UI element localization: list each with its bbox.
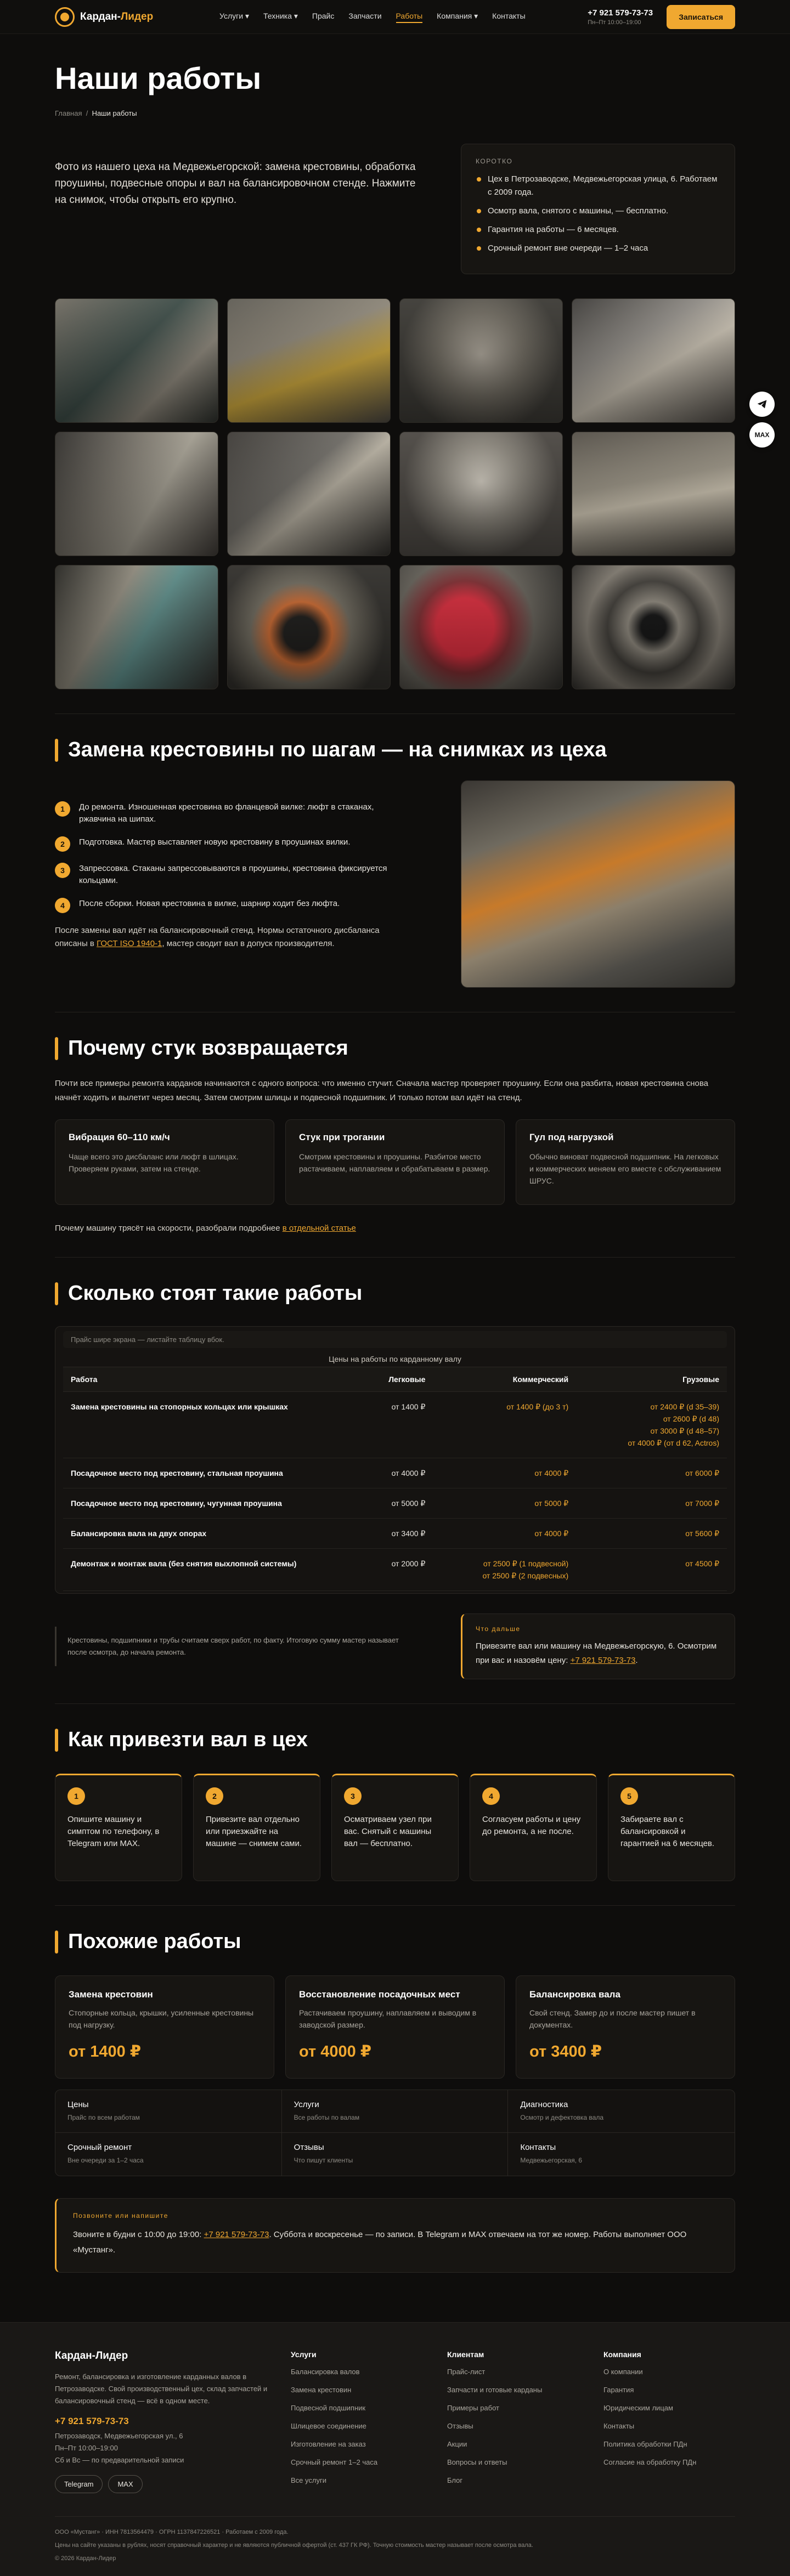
footer-link[interactable]: Шлицевое соединение (291, 2422, 366, 2430)
symptom-card: Гул под нагрузкой Обычно виноват подвесной подшипник. На легковых и коммерческих меняем его вместе с обслуживанием ШРУС. (516, 1119, 735, 1205)
nav-parts[interactable]: Запчасти (348, 11, 382, 20)
footer-link[interactable]: Вопросы и ответы (447, 2458, 507, 2466)
symptom-card: Вибрация 60–110 км/ч Чаще всего это дисбаланс или люфт в шлицах. Проверяем руками, затем на стенде. (55, 1119, 274, 1205)
col-header: Легковые (359, 1367, 433, 1392)
brief-item: Осмотр вала, снятого с машины, — бесплатно. (476, 205, 720, 218)
breadcrumb-home[interactable]: Главная (55, 109, 82, 117)
nav-company[interactable]: Компания ▾ (437, 11, 478, 20)
telegram-float-button[interactable] (749, 392, 775, 417)
logo-icon (55, 7, 75, 27)
footer-link[interactable]: Прайс-лист (447, 2368, 486, 2376)
footer-link[interactable]: Юридическим лицам (603, 2404, 673, 2412)
footer-link[interactable]: Контакты (603, 2422, 635, 2430)
section-accent (55, 1282, 58, 1305)
next-box: Что дальше Привезите вал или машину на Медвежьегорскую, 6. Осмотрим при вас и назовём цену: +7 921 579-73-73. (461, 1613, 735, 1679)
footer-phone[interactable]: +7 921 579-73-73 (55, 2416, 129, 2426)
bring-step-card: 2 Привезите вал отдельно или приезжайте на машине — снимем сами. (193, 1774, 320, 1881)
step-item: 4 После сборки. Новая крестовина в вилке, шарнир ходит без люфта. (55, 898, 395, 913)
section-accent (55, 1037, 58, 1060)
similar-price: от 1400 ₽ (69, 2043, 142, 2060)
bring-step-card: 5 Забираете вал с балансировкой и гарантией на 6 месяцев. (608, 1774, 735, 1881)
telegram-chip[interactable]: Telegram (55, 2475, 103, 2493)
quick-link[interactable]: Диагностика Осмотр и дефектовка вала (508, 2090, 735, 2133)
photo-gallery (55, 298, 735, 689)
brief-box (461, 144, 735, 274)
nav-prices[interactable]: Прайс (312, 11, 335, 20)
bring-step-card: 3 Осматриваем узел при вас. Снятый с машины вал — бесплатно. (331, 1774, 459, 1881)
footer-link[interactable]: Блог (447, 2476, 463, 2484)
workshop-photo[interactable] (461, 780, 735, 988)
quick-link[interactable]: Услуги Все работы по валам (282, 2090, 509, 2133)
logo[interactable] (55, 7, 219, 27)
article-link[interactable]: в отдельной статье (282, 1224, 356, 1233)
footer-link[interactable]: Подвесной подшипник (291, 2404, 366, 2412)
step-number: 1 (55, 801, 70, 817)
footer-link[interactable]: Балансировка валов (291, 2368, 360, 2376)
table-row: Демонтаж и монтаж вала (без снятия выхлопной системы) от 2000 ₽ от 2500 ₽ (1 подвесной) от 2500 ₽ (2 подвесных) от 4500 ₽ (63, 1549, 727, 1591)
header-hours: Пн–Пт 10:00–19:00 (588, 19, 641, 26)
footer-brand: Кардан-Лидер (55, 2350, 128, 2362)
step-number: 3 (344, 1787, 362, 1805)
gallery-photo[interactable] (399, 298, 563, 423)
site-footer (0, 2322, 790, 2576)
table-caption: Цены на работы по карданному валу (329, 1355, 461, 1363)
similar-section (55, 1930, 735, 2273)
footer-link[interactable]: Срочный ремонт 1–2 часа (291, 2458, 378, 2466)
breadcrumb-current: Наши работы (92, 109, 137, 117)
telegram-icon (757, 399, 768, 410)
next-title: Что дальше (476, 1625, 521, 1633)
max-chip[interactable]: MAX (108, 2475, 142, 2493)
quick-links (55, 2090, 735, 2176)
footer-link[interactable]: Замена крестовин (291, 2386, 352, 2394)
gallery-photo[interactable] (227, 298, 391, 423)
table-row: Балансировка вала на двух опорах от 3400 ₽ от 4000 ₽ от 5600 ₽ (63, 1519, 727, 1549)
page-title: Наши работы (55, 61, 262, 95)
section-accent (55, 739, 58, 762)
section-title: Замена крестовины по шагам — на снимках из цеха (68, 738, 607, 761)
brief-title: КОРОТКО (476, 157, 513, 165)
nav-works[interactable]: Работы (396, 12, 423, 23)
scroll-hint: Прайс шире экрана — листайте таблицу вбок. (63, 1331, 727, 1348)
gallery-photo[interactable] (572, 432, 735, 556)
gallery-photo[interactable] (399, 432, 563, 556)
brief-item: Гарантия на работы — 6 месяцев. (476, 223, 720, 236)
bring-step-card: 1 Опишите машину и симптом по телефону, в Telegram или MAX. (55, 1774, 182, 1881)
why-lead: Почти все примеры ремонта карданов начинаются с одного вопроса: что именно стучит. Сначала мастер проверяет проушину. Если она разбита, новая крестовина снова начнёт ходить и вылетит через месяц. Затем смотрим шлицы и подвесной подшипник. И только потом вал идёт на стенд. (55, 1079, 708, 1102)
section-title: Сколько стоят такие работы (68, 1282, 363, 1305)
main-content (55, 34, 735, 2273)
copyright: © 2026 Кардан-Лидер (55, 2555, 116, 2562)
gallery-photo[interactable] (55, 432, 218, 556)
similar-price: от 3400 ₽ (529, 2043, 602, 2060)
col-header: Коммерческий (433, 1367, 576, 1392)
gallery-photo[interactable] (572, 298, 735, 423)
divider (55, 1703, 735, 1704)
gallery-photo[interactable] (55, 298, 218, 423)
footer-link[interactable]: Все услуги (291, 2476, 326, 2484)
footer-link[interactable]: О компании (603, 2368, 643, 2376)
breadcrumb: Главная / Наши работы (55, 109, 137, 117)
step-number: 3 (55, 863, 70, 878)
step-item: 2 Подготовка. Мастер выставляет новую крестовину в проушинах вилки. (55, 836, 395, 852)
call-title: Позвоните или напишите (73, 2212, 168, 2220)
header-phone-block (588, 8, 659, 26)
nav-vehicles[interactable]: Техника ▾ (263, 11, 298, 20)
quick-link[interactable]: Цены Прайс по всем работам (55, 2090, 282, 2133)
section-accent (55, 1729, 58, 1752)
gost-link[interactable]: ГОСТ ISO 1940-1 (97, 939, 162, 948)
step-item: 1 До ремонта. Изношенная крестовина во фланцевой вилке: люфт в стаканах, ржавчина на шипах. (55, 801, 395, 825)
gallery-photo[interactable] (399, 565, 563, 689)
price-note: Крестовины, подшипники и трубы считаем сверх работ, по факту. Итоговую сумму мастер называет после осмотра, до начала ремонта. (55, 1627, 417, 1666)
max-float-button[interactable]: MAX (749, 422, 775, 448)
footer-col-clients: Клиентам Прайс-лист Запчасти и готовые карданы Примеры работ Отзывы Акции Вопросы и ответы Блог (447, 2350, 603, 2494)
footer-link[interactable]: Согласие на обработку ПДн (603, 2458, 697, 2466)
table-row: Замена крестовины на стопорных кольцах или крышках от 1400 ₽ от 1400 ₽ (до 3 т) от 2400 ₽ (d 35–39) от 2600 ₽ (d 48) от 3000 ₽ (d 48–57) от 4000 ₽ (от d 62, Actros) (63, 1392, 727, 1458)
nav-contacts[interactable]: Контакты (492, 11, 526, 20)
symptom-card: Стук при трогании Смотрим крестовины и проушины. Разбитое место растачиваем, наплавляем и обрабатываем в размер. (285, 1119, 505, 1205)
brand-name-b: Лидер (120, 11, 154, 22)
steps-section (55, 738, 735, 988)
header-phone[interactable]: +7 921 579-73-73 (588, 8, 653, 18)
site-header (0, 0, 790, 34)
price-table (63, 1367, 727, 1591)
gallery-photo[interactable] (572, 565, 735, 689)
col-header: Работа (63, 1367, 359, 1392)
call-box: Позвоните или напишите Звоните в будни с 10:00 до 19:00: +7 921 579-73-73. Суббота и воскресенье — по записи. В Telegram и MAX отвечаем на тот же номер. Работы выполняет ООО «Мустанг». (55, 2198, 735, 2273)
divider (55, 1905, 735, 1906)
similar-card[interactable]: Восстановление посадочных мест Растачиваем проушину, наплавляем и выводим в заводской размер. от 4000 ₽ (285, 1975, 505, 2079)
main-nav (219, 12, 588, 23)
book-button[interactable]: Записаться (667, 5, 735, 29)
nav-services[interactable]: Услуги ▾ (219, 11, 249, 20)
step-number: 2 (206, 1787, 223, 1805)
step-number: 4 (55, 898, 70, 913)
step-item: 3 Запрессовка. Стаканы запрессовываются в проушины, крестовина фиксируется кольцами. (55, 863, 395, 887)
price-table-box[interactable] (55, 1326, 735, 1594)
footer-link[interactable]: Политика обработки ПДн (603, 2440, 687, 2448)
footer-link[interactable]: Гарантия (603, 2386, 634, 2394)
brand-name-a: Кардан- (80, 11, 121, 22)
footer-col-services: Услуги Балансировка валов Замена крестовин Подвесной подшипник Шлицевое соединение Изготовление на заказ Срочный ремонт 1–2 часа Все услуги (291, 2350, 447, 2494)
intro-text: Фото из нашего цеха на Медвежьегорской: замена крестовины, обработка проушины, подвесные опоры и вал на балансировочном стенде. Нажмите на снимок, чтобы открыть его крупно. (55, 161, 416, 206)
similar-price: от 4000 ₽ (299, 2043, 372, 2060)
why-note: Почему машину трясёт на скорости, разобрали подробнее в отдельной статье (55, 1224, 356, 1233)
footer-about: Кардан-Лидер Ремонт, балансировка и изготовление карданных валов в Петрозаводске. Свой производственный цех, склад запчастей и балансировочный стенд — всё в одном месте. +7 921 579-73-73 Петрозаводск, Медвежьегорская ул., 6 Пн–Пт 10:00–19:00 Сб и Вс — по предварительной записи Telegram MAX (55, 2350, 291, 2494)
divider (55, 1257, 735, 1258)
footer-link[interactable]: Отзывы (447, 2422, 473, 2430)
quick-link[interactable]: Срочный ремонт Вне очереди за 1–2 часа (55, 2133, 282, 2176)
bring-step-card: 4 Согласуем работы и цену до ремонта, а не после. (470, 1774, 597, 1881)
step-number: 2 (55, 836, 70, 852)
quick-link[interactable]: Отзывы Что пишут клиенты (282, 2133, 509, 2176)
call-phone-link[interactable]: +7 921 579-73-73 (204, 2230, 269, 2239)
similar-card[interactable]: Балансировка вала Свой стенд. Замер до и после мастер пишет в документах. от 3400 ₽ (516, 1975, 735, 2079)
prices-section (55, 1282, 735, 1679)
table-row: Посадочное место под крестовину, стальная проушина от 4000 ₽ от 4000 ₽ от 6000 ₽ (63, 1458, 727, 1488)
brief-item: Цех в Петрозаводске, Медвежьегорская улица, 6. Работаем с 2009 года. (476, 173, 720, 199)
section-title: Как привезти вал в цех (68, 1728, 308, 1751)
next-phone-link[interactable]: +7 921 579-73-73 (570, 1656, 636, 1665)
gallery-photo[interactable] (227, 565, 391, 689)
similar-card[interactable]: Замена крестовин Стопорные кольца, крышки, усиленные крестовины под нагрузку. от 1400 ₽ (55, 1975, 274, 2079)
section-accent (55, 1930, 58, 1954)
steps-after-text: После замены вал идёт на балансировочный стенд. Нормы остаточного дисбаланса описаны в ГОСТ ISO 1940-1, мастер сводит вал в допуск производителя. (55, 926, 380, 948)
footer-legal: ООО «Мустанг» · ИНН 7813564479 · ОГРН 1137847226521 · Работаем с 2009 года. Цены на сайте указаны в рублях, носят справочный характер и не являются публичной офертой (ст. 437 ГК РФ). Точную стоимость мастер называет после осмотра вала. © 2026 Кардан-Лидер (55, 2516, 735, 2565)
section-title: Похожие работы (68, 1930, 241, 1953)
col-header: Грузовые (576, 1367, 727, 1392)
footer-col-company: Компания О компании Гарантия Юридическим лицам Контакты Политика обработки ПДн Согласие на обработку ПДн (603, 2350, 735, 2494)
step-number: 4 (482, 1787, 500, 1805)
brief-item: Срочный ремонт вне очереди — 1–2 часа (476, 242, 720, 255)
footer-link[interactable]: Изготовление на заказ (291, 2440, 366, 2448)
footer-link[interactable]: Запчасти и готовые карданы (447, 2386, 543, 2394)
bring-section (55, 1728, 735, 1881)
gallery-photo[interactable] (55, 565, 218, 689)
quick-link[interactable]: Контакты Медвежьегорская, 6 (520, 2143, 583, 2164)
gallery-photo[interactable] (227, 432, 391, 556)
footer-link[interactable]: Примеры работ (447, 2404, 499, 2412)
section-title: Почему стук возвращается (68, 1037, 348, 1060)
step-number: 5 (620, 1787, 638, 1805)
footer-link[interactable]: Акции (447, 2440, 467, 2448)
table-row: Посадочное место под крестовину, чугунная проушина от 5000 ₽ от 5000 ₽ от 7000 ₽ (63, 1488, 727, 1519)
step-number: 1 (67, 1787, 85, 1805)
hero (55, 34, 735, 689)
why-section (55, 1037, 735, 1233)
